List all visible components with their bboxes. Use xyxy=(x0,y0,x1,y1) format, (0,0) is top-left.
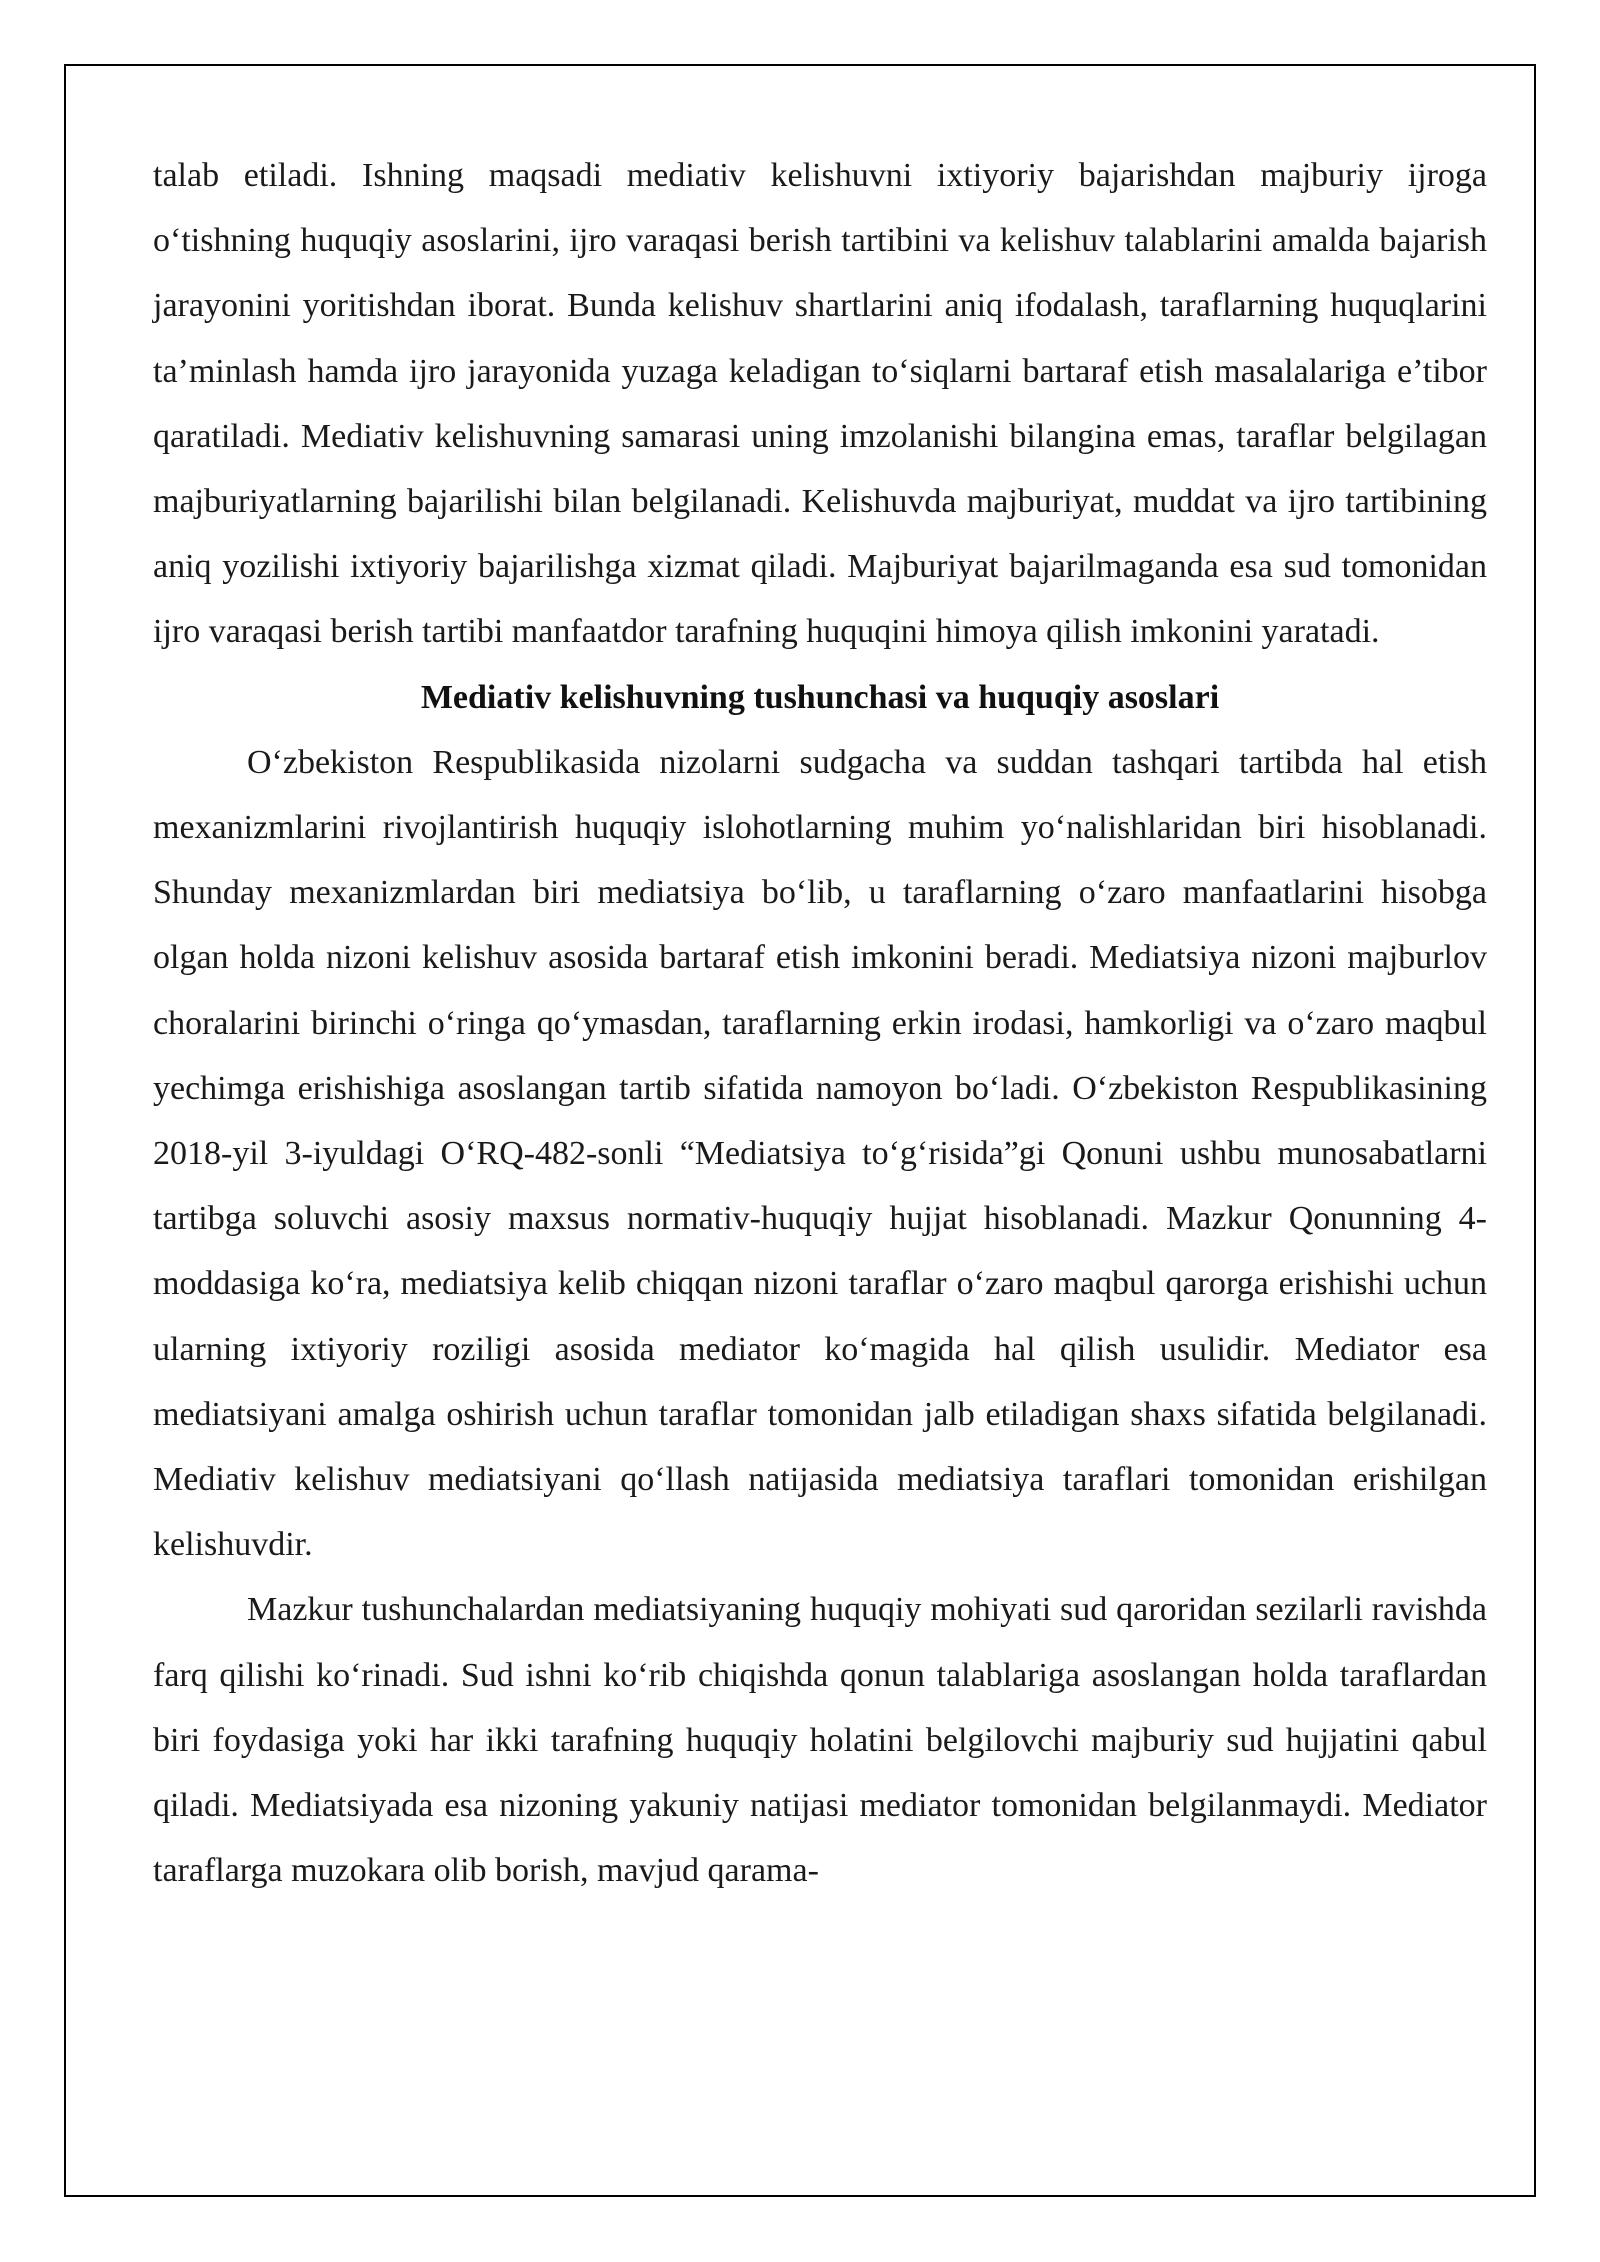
paragraph-3: Mazkur tushunchalardan mediatsiyaning huquqiy mohiyati sud qaroridan sezilarli ravishda farq qilishi ko‘rinadi. Sud ishni ko‘rib chiqishda qonun talablariga asoslangan holda taraflardan biri foydasiga yoki har ikki tarafning huquqiy holatini belgilovchi majburiy sud hujjatini qabul qiladi. Mediatsiyada esa nizoning yakuniy natijasi mediator tomonidan belgilanmaydi. Mediator taraflarga muzokara olib borish, mavjud qarama- xyxy=(153,1591,1487,1890)
paragraph-1: talab etiladi. Ishning maqsadi mediativ kelishuvni ixtiyoriy bajarishdan majburiy ijroga o‘tishning huquqiy asoslarini, ijro varaqasi berish tartibini va kelishuv talablarini amalda bajarish jarayonini yoritishdan iborat. Bunda kelishuv shartlarini aniq ifodalash, taraflarning huquqlarini ta’minlash hamda ijro jarayonida yuzaga keladigan to‘siqlarni bartaraf etish masalalariga e’tibor qaratiladi. Mediativ kelishuvning samarasi uning imzolanishi bilangina emas, taraflar belgilagan majburiyatlarning bajarilishi bilan belgilanadi. Kelishuvda majburiyat, muddat va ijro tartibining aniq yozilishi ixtiyoriy bajarilishga xizmat qiladi. Majburiyat bajarilmaganda esa sud tomonidan ijro varaqasi berish tartibi manfaatdor tarafning huquqini himoya qilish imkonini yaratadi. xyxy=(153,157,1487,651)
section-heading: Mediativ kelishuvning tushunchasi va huquqiy asoslari xyxy=(420,678,1220,716)
document-body xyxy=(153,143,1487,1903)
paragraph-2: O‘zbekiston Respublikasida nizolarni sudgacha va suddan tashqari tartibda hal etish mexanizmlarini rivojlantirish huquqiy islohotlarning muhim yo‘nalishlaridan biri hisoblanadi. Shunday mexanizmlardan biri mediatsiya bo‘lib, u taraflarning o‘zaro manfaatlarini hisobga olgan holda nizoni kelishuv asosida bartaraf etish imkonini beradi. Mediatsiya nizoni majburlov choralarini birinchi o‘ringa qo‘ymasdan, taraflarning erkin irodasi, hamkorligi va o‘zaro maqbul yechimga erishishiga asoslangan tartib sifatida namoyon bo‘ladi. O‘zbekiston Respublikasining 2018-yil 3-iyuldagi O‘RQ-482-sonli “Mediatsiya to‘g‘risida”gi Qonuni ushbu munosabatlarni tartibga soluvchi asosiy maxsus normativ-huquqiy hujjat hisoblanadi. Mazkur Qonunning 4-moddasiga ko‘ra, mediatsiya kelib chiqqan nizoni taraflar o‘zaro maqbul qarorga erishishi uchun ularning ixtiyoriy roziligi asosida mediator ko‘magida hal qilish usulidir. Mediator esa mediatsiyani amalga oshirish uchun taraflar tomonidan jalb etiladigan shaxs sifatida belgilanadi. Mediativ kelishuv mediatsiyani qo‘llash natijasida mediatsiya taraflari tomonidan erishilgan kelishuvdir. xyxy=(153,743,1487,1564)
